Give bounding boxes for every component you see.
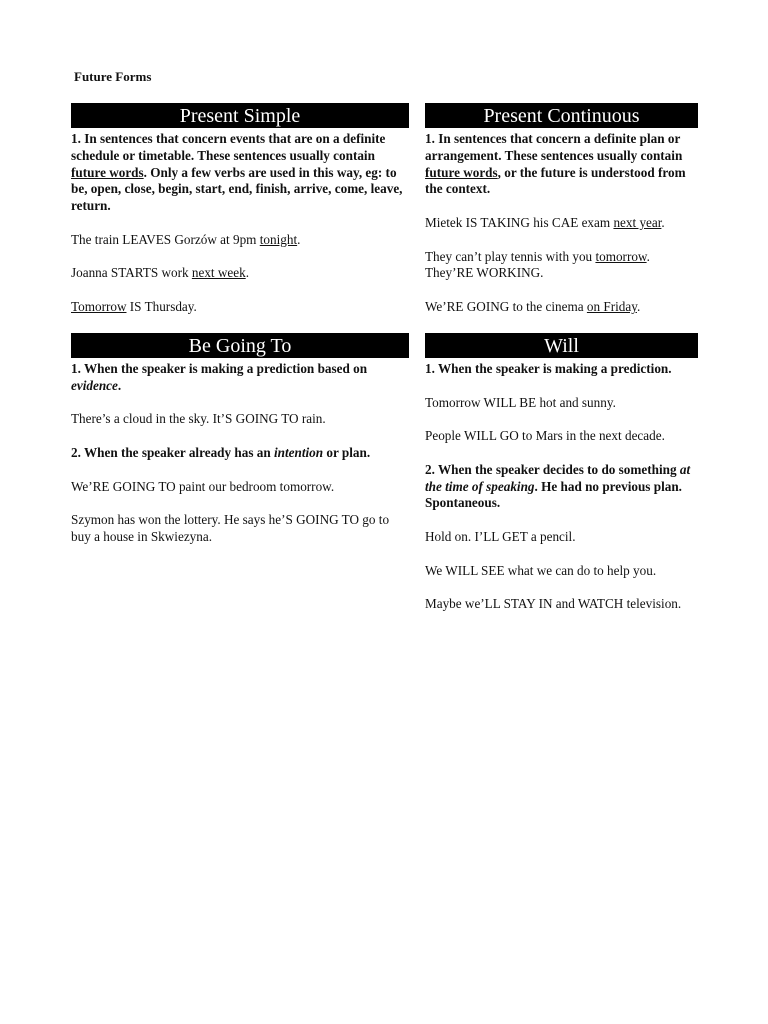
will-rule-1: 1. When the speaker is making a prediction. <box>425 361 672 376</box>
will-example-4: We WILL SEE what we can do to help you. <box>425 562 657 578</box>
present-continuous-example-1: Mietek IS TAKING his CAE exam next year. <box>425 214 665 230</box>
present-simple-example-3: Tomorrow IS Thursday. <box>71 298 197 314</box>
be-going-to-example-1: There’s a cloud in the sky. It’S GOING TO rain. <box>71 411 326 427</box>
present-simple-example-1: The train LEAVES Gorzów at 9pm tonight. <box>71 231 301 247</box>
be-going-to-example-2: We’RE GOING TO paint our bedroom tomorrow. <box>71 478 335 494</box>
present-simple-section <box>71 103 409 316</box>
will-example-5: Maybe we’LL STAY IN and WATCH television. <box>425 596 682 612</box>
will-example-2: People WILL GO to Mars in the next decade. <box>425 428 665 444</box>
present-continuous-section <box>425 103 698 316</box>
will-heading: Will <box>425 333 698 358</box>
present-simple-heading: Present Simple <box>71 103 409 128</box>
be-going-to-rule-2: 2. When the speaker already has an intention or plan. <box>71 444 371 460</box>
be-going-to-rule-1: 1. When the speaker is making a prediction based on evidence. <box>71 361 368 393</box>
will-section <box>425 333 698 613</box>
present-continuous-heading: Present Continuous <box>425 103 698 128</box>
present-continuous-example-3: We’RE GOING to the cinema on Friday. <box>425 298 641 314</box>
be-going-to-example-3: Szymon has won the lottery. He says he’S GOING TO go to buy a house in Skwiezyna. <box>71 512 390 544</box>
will-rule-2: 2. When the speaker decides to do something at the time of speaking. He had no previous plan. Spontaneous. <box>425 461 691 511</box>
will-example-1: Tomorrow WILL BE hot and sunny. <box>425 394 616 410</box>
will-example-3: Hold on. I’LL GET a pencil. <box>425 528 576 544</box>
be-going-to-heading: Be Going To <box>71 333 409 358</box>
present-continuous-rule: 1. In sentences that concern a definite plan or arrangement. These sentences usually contain future words, or the future is understood from the context. <box>425 131 686 197</box>
be-going-to-section <box>71 333 409 546</box>
document-title: Future Forms <box>74 69 152 84</box>
present-simple-rule: 1. In sentences that concern events that are on a definite schedule or timetable. These sentences usually contain future words. Only a few verbs are used in this way, eg: to be, open, close, begin, start, end, finish, arrive, come, leave, return. <box>71 131 403 214</box>
present-continuous-example-2: They can’t play tennis with you tomorrow. They’RE WORKING. <box>425 248 650 281</box>
present-simple-example-2: Joanna STARTS work next week. <box>71 265 249 281</box>
